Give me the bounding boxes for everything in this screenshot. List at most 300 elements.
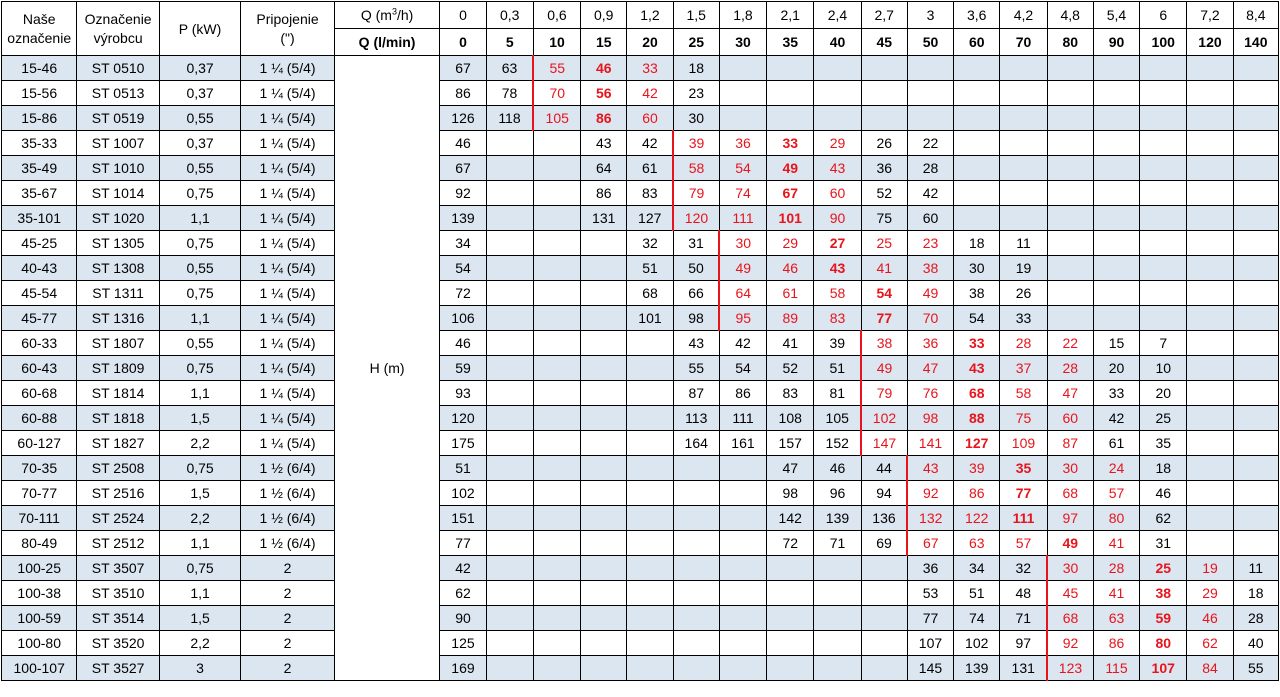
pump-row [2,81,1279,106]
head-value-cell [1093,206,1139,231]
head-value-cell: 64 [581,156,627,181]
head-value-cell: 58 [1000,381,1047,406]
head-value-cell [581,656,627,681]
head-value-cell [627,481,673,506]
flow-m3h-header: 2,7 [861,2,907,29]
head-value-cell [1047,106,1093,131]
head-value-cell [1000,181,1047,206]
head-value-cell [533,256,580,281]
head-value-cell [533,631,580,656]
head-value-cell: 51 [954,581,1000,606]
pump-row [2,581,1279,606]
head-value-cell: 33 [627,56,673,81]
head-value-cell: 127 [627,206,673,231]
pump-row [2,56,1279,81]
head-value-cell: 22 [1047,331,1093,356]
head-value-cell: 36 [907,556,953,581]
pump-connection: 1 ¼ (5/4) [241,106,335,131]
head-value-cell: 41 [1093,531,1139,556]
head-value-cell: 113 [673,406,719,431]
head-value-cell [533,606,580,631]
head-value-cell: 54 [861,281,907,306]
head-value-cell [1047,281,1093,306]
flow-lmin-header: 90 [1093,29,1139,56]
head-value-cell: 102 [861,406,907,431]
head-value-cell: 131 [1000,656,1047,681]
pump-row [2,181,1279,206]
head-value-cell [814,106,861,131]
head-value-cell: 92 [440,181,486,206]
flow-m3h-header: 0 [440,2,486,29]
head-value-cell: 29 [1187,581,1233,606]
head-value-cell: 94 [861,481,907,506]
head-value-cell: 43 [581,131,627,156]
head-value-cell: 87 [1047,431,1093,456]
flow-lmin-header: 120 [1187,29,1233,56]
head-value-cell: 63 [1093,606,1139,631]
head-value-cell [861,81,907,106]
head-value-cell: 109 [1000,431,1047,456]
head-value-cell [486,256,533,281]
head-value-cell [486,531,533,556]
head-value-cell [767,581,814,606]
head-value-cell [814,81,861,106]
head-value-cell [1000,131,1047,156]
head-value-cell [1140,231,1187,256]
flow-lmin-header: 140 [1233,29,1278,56]
pump-model: ST 1010 [77,156,159,181]
head-value-cell: 96 [814,481,861,506]
head-value-cell: 25 [1140,406,1187,431]
head-value-cell: 40 [1233,631,1278,656]
head-value-cell: 52 [861,181,907,206]
pump-name: 100-80 [2,631,77,656]
head-value-cell: 25 [861,231,907,256]
head-value-cell [486,606,533,631]
head-value-cell: 157 [767,431,814,456]
head-value-cell [533,531,580,556]
head-value-cell [1093,256,1139,281]
head-value-cell: 111 [719,406,766,431]
head-value-cell [581,281,627,306]
head-value-cell: 41 [1093,581,1139,606]
head-value-cell: 11 [1233,556,1278,581]
head-value-cell [486,631,533,656]
head-value-cell: 142 [767,506,814,531]
pump-row [2,631,1279,656]
head-value-cell [719,556,766,581]
head-value-cell [767,606,814,631]
pump-name: 70-111 [2,506,77,531]
head-value-cell: 77 [907,606,953,631]
pump-name: 80-49 [2,531,77,556]
pump-row [2,606,1279,631]
pump-model: ST 2524 [77,506,159,531]
head-value-cell [814,631,861,656]
head-value-cell: 136 [861,506,907,531]
pump-connection: 1 ½ (6/4) [241,481,335,506]
head-value-cell [1047,306,1093,331]
head-value-cell: 68 [1047,606,1093,631]
head-value-cell: 33 [1093,381,1139,406]
head-value-cell: 111 [719,206,766,231]
head-value-cell: 56 [581,81,627,106]
head-value-cell: 118 [486,106,533,131]
pump-model: ST 1316 [77,306,159,331]
pump-power: 1,1 [159,381,240,406]
head-value-cell [954,56,1000,81]
pump-name: 35-33 [2,131,77,156]
header-oznacenie-vyrobcu: Označenie výrobcu [77,2,159,56]
head-value-cell [627,531,673,556]
head-value-cell: 83 [627,181,673,206]
head-value-cell [1047,156,1093,181]
head-value-cell [1093,106,1139,131]
head-value-cell: 29 [767,231,814,256]
head-value-cell: 67 [907,531,953,556]
head-value-cell [533,206,580,231]
head-value-cell [1187,256,1233,281]
pump-name: 60-68 [2,381,77,406]
pump-connection: 1 ½ (6/4) [241,531,335,556]
head-value-cell: 123 [1047,656,1093,681]
head-value-cell: 46 [767,256,814,281]
head-value-cell [627,456,673,481]
head-value-cell [533,381,580,406]
head-value-cell [486,331,533,356]
head-value-cell: 30 [954,256,1000,281]
head-value-cell: 108 [767,406,814,431]
head-value-cell: 87 [673,381,719,406]
pump-row [2,381,1279,406]
head-value-cell [533,656,580,681]
pump-model: ST 1809 [77,356,159,381]
flow-m3h-header: 4,2 [1000,2,1047,29]
head-value-cell: 79 [673,181,719,206]
pump-power: 1,1 [159,531,240,556]
head-value-cell [533,356,580,381]
head-value-cell [1093,231,1139,256]
head-value-cell [767,56,814,81]
pump-connection: 2 [241,606,335,631]
head-value-cell [533,281,580,306]
pump-model: ST 0510 [77,56,159,81]
pump-model: ST 3527 [77,656,159,681]
head-value-cell [533,581,580,606]
head-value-cell: 62 [440,581,486,606]
pump-connection: 1 ¼ (5/4) [241,131,335,156]
head-value-cell: 46 [440,331,486,356]
head-value-cell: 107 [907,631,953,656]
head-value-cell [533,156,580,181]
head-value-cell [533,506,580,531]
flow-m3h-header: 0,3 [486,2,533,29]
head-value-cell: 46 [440,131,486,156]
head-value-cell: 83 [767,381,814,406]
head-value-cell: 97 [1000,631,1047,656]
head-value-cell [767,631,814,656]
head-value-cell [486,581,533,606]
head-value-cell: 54 [719,156,766,181]
pump-power: 0,55 [159,256,240,281]
head-value-cell: 51 [814,356,861,381]
head-value-cell [1093,306,1139,331]
head-value-cell [1187,506,1233,531]
head-value-cell: 26 [1000,281,1047,306]
pump-model: ST 1014 [77,181,159,206]
head-value-cell: 86 [719,381,766,406]
head-value-cell [767,106,814,131]
head-value-cell: 102 [440,481,486,506]
head-value-cell [533,481,580,506]
pump-connection: 1 ½ (6/4) [241,506,335,531]
head-value-cell [581,331,627,356]
head-value-cell [581,231,627,256]
flow-m3h-header: 4,8 [1047,2,1093,29]
pump-power: 0,55 [159,156,240,181]
head-value-cell: 52 [767,356,814,381]
head-value-cell: 61 [627,156,673,181]
pump-connection: 1 ½ (6/4) [241,456,335,481]
head-value-cell: 57 [1093,481,1139,506]
head-value-cell [861,581,907,606]
head-value-cell [533,431,580,456]
pump-model: ST 2508 [77,456,159,481]
flow-lmin-header: 20 [627,29,673,56]
head-value-cell: 62 [1140,506,1187,531]
head-value-cell [1093,156,1139,181]
pump-model: ST 3514 [77,606,159,631]
flow-m3h-header: 2,1 [767,2,814,29]
head-value-cell [486,231,533,256]
pump-name: 100-25 [2,556,77,581]
head-value-cell: 51 [627,256,673,281]
head-value-cell [486,431,533,456]
pump-row [2,306,1279,331]
head-value-cell [533,181,580,206]
head-value-cell [1233,331,1278,356]
flow-m3h-header: 1,5 [673,2,719,29]
flow-lmin-header: 25 [673,29,719,56]
head-value-cell: 35 [1000,456,1047,481]
head-value-cell [1047,181,1093,206]
pump-power: 0,75 [159,231,240,256]
head-value-cell: 147 [861,431,907,456]
pump-connection: 1 ¼ (5/4) [241,81,335,106]
head-value-cell: 164 [673,431,719,456]
head-value-cell [1187,306,1233,331]
pump-row [2,506,1279,531]
flow-lmin-header: 5 [486,29,533,56]
pump-name: 70-77 [2,481,77,506]
head-value-cell [1233,381,1278,406]
head-value-cell [861,656,907,681]
head-value-cell [1187,481,1233,506]
head-value-cell: 169 [440,656,486,681]
head-value-cell [581,256,627,281]
head-value-cell [719,506,766,531]
head-value-cell: 105 [533,106,580,131]
head-value-cell: 47 [767,456,814,481]
head-value-cell [486,156,533,181]
head-value-cell: 32 [1000,556,1047,581]
pump-row [2,256,1279,281]
head-value-cell [673,531,719,556]
head-value-cell: 35 [1140,431,1187,456]
head-value-cell [1140,181,1187,206]
head-value-cell: 93 [440,381,486,406]
head-value-cell: 28 [1093,556,1139,581]
head-value-cell: 175 [440,431,486,456]
head-value-cell [627,631,673,656]
pump-power: 3 [159,656,240,681]
head-value-cell: 50 [673,256,719,281]
head-value-cell: 139 [954,656,1000,681]
head-value-cell [1047,231,1093,256]
head-value-cell: 62 [1187,631,1233,656]
flow-m3h-header: 2,4 [814,2,861,29]
head-value-cell: 81 [814,381,861,406]
head-value-cell [486,456,533,481]
pump-name: 15-86 [2,106,77,131]
pump-name: 45-54 [2,281,77,306]
head-value-cell: 57 [1000,531,1047,556]
head-value-cell [1233,181,1278,206]
head-value-cell [581,531,627,556]
head-value-cell [719,481,766,506]
head-value-cell: 92 [907,481,953,506]
head-value-cell [486,356,533,381]
pump-name: 100-38 [2,581,77,606]
head-value-cell [814,656,861,681]
head-value-cell [1233,281,1278,306]
head-value-cell [533,231,580,256]
head-value-cell [1233,231,1278,256]
head-value-cell: 92 [1047,631,1093,656]
head-value-cell [673,656,719,681]
head-value-cell: 83 [814,306,861,331]
head-value-cell [1187,206,1233,231]
head-value-cell: 54 [440,256,486,281]
head-value-cell: 42 [719,331,766,356]
head-value-cell [954,181,1000,206]
head-value-cell [581,381,627,406]
head-value-cell: 90 [814,206,861,231]
head-value-cell [533,331,580,356]
pump-row [2,656,1279,681]
pump-connection: 1 ¼ (5/4) [241,431,335,456]
head-value-cell: 95 [719,306,766,331]
head-value-cell: 49 [861,356,907,381]
flow-lmin-header: 40 [814,29,861,56]
head-value-cell: 55 [673,356,719,381]
head-value-cell [1140,156,1187,181]
pump-row [2,406,1279,431]
head-value-cell: 79 [861,381,907,406]
head-value-cell: 77 [1000,481,1047,506]
pump-power: 1,1 [159,581,240,606]
head-value-cell: 68 [627,281,673,306]
head-value-cell [673,631,719,656]
head-value-cell [1093,181,1139,206]
pump-model: ST 0519 [77,106,159,131]
pump-row [2,556,1279,581]
head-value-cell: 20 [1093,356,1139,381]
head-value-cell [581,431,627,456]
head-value-cell [581,306,627,331]
head-value-cell [861,56,907,81]
head-value-cell [1233,56,1278,81]
head-value-cell [581,631,627,656]
head-value-cell: 67 [767,181,814,206]
head-value-cell [1000,206,1047,231]
head-value-cell: 58 [673,156,719,181]
head-value-cell: 86 [581,181,627,206]
head-value-cell: 80 [1140,631,1187,656]
head-value-cell: 67 [440,156,486,181]
head-value-cell: 58 [814,281,861,306]
head-value-cell: 37 [1000,356,1047,381]
head-value-cell: 18 [954,231,1000,256]
pump-name: 60-33 [2,331,77,356]
head-value-cell [1233,481,1278,506]
pump-model: ST 2516 [77,481,159,506]
pump-model: ST 1308 [77,256,159,281]
head-value-cell: 42 [627,81,673,106]
head-value-cell [1047,206,1093,231]
head-value-cell [1187,531,1233,556]
head-value-cell: 84 [1187,656,1233,681]
head-value-cell: 27 [814,231,861,256]
pump-model: ST 3520 [77,631,159,656]
head-value-cell: 46 [1140,481,1187,506]
head-value-cell [954,131,1000,156]
head-value-cell [907,81,953,106]
head-value-cell: 33 [1000,306,1047,331]
head-value-cell: 77 [440,531,486,556]
pump-connection: 2 [241,656,335,681]
head-value-cell [954,106,1000,131]
head-value-cell: 101 [767,206,814,231]
head-value-cell [907,56,953,81]
head-value-cell [1140,281,1187,306]
head-value-cell: 70 [907,306,953,331]
head-value-cell: 43 [907,456,953,481]
head-value-cell: 30 [1047,556,1093,581]
head-value-cell: 11 [1000,231,1047,256]
flow-m3h-header: 6 [1140,2,1187,29]
head-value-cell: 71 [1000,606,1047,631]
pump-power: 0,55 [159,106,240,131]
pump-power: 2,2 [159,431,240,456]
pump-model: ST 3510 [77,581,159,606]
pump-connection: 2 [241,631,335,656]
head-value-cell: 42 [907,181,953,206]
head-value-cell [581,356,627,381]
head-value-cell: 74 [719,181,766,206]
pump-connection: 1 ¼ (5/4) [241,281,335,306]
header-row-flow-m3h [2,2,1279,29]
head-value-cell: 89 [767,306,814,331]
head-value-cell [767,556,814,581]
pump-row [2,431,1279,456]
pump-row [2,206,1279,231]
head-value-cell [1000,156,1047,181]
flow-lmin-header: 50 [907,29,953,56]
flow-m3h-header: 8,4 [1233,2,1278,29]
head-value-cell: 86 [1093,631,1139,656]
pump-name: 15-46 [2,56,77,81]
